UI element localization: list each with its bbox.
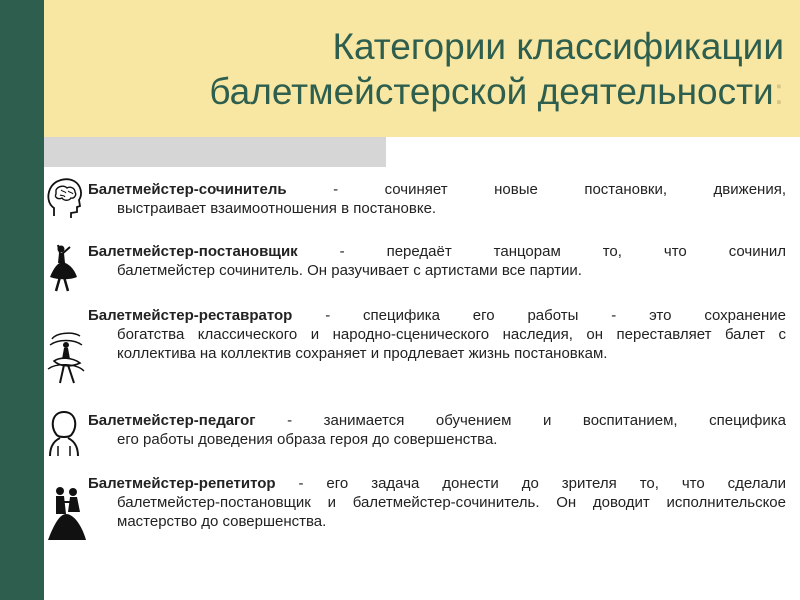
left-accent-bar (0, 0, 44, 600)
title-line-1: Категории классификации (332, 26, 784, 67)
dancing-couple-icon (46, 484, 88, 544)
list-item-restorer (88, 306, 786, 363)
title-colon: : (773, 71, 784, 112)
brain-head-icon (46, 176, 84, 222)
item-heading: Балетмейстер-сочинитель (88, 181, 287, 198)
item-first-line (88, 242, 786, 261)
grey-accent-band (44, 137, 386, 167)
item-first-line (88, 180, 786, 199)
item-continuation: его работы доведения образа героя до совершенства. (117, 431, 498, 448)
item-heading: Балетмейстер-педагог (88, 412, 256, 429)
item-continuation: балетмейстер-постановщик и балетмейстер-сочинитель. Он доводит исполнительское мастерство до совершенства. (117, 494, 786, 530)
item-first-line (88, 474, 786, 493)
list-item-composer (88, 180, 786, 218)
item-first-line (88, 411, 786, 430)
person-outline-icon (46, 408, 82, 458)
title-line-2 (209, 69, 784, 114)
title-line-2-text: балетмейстерской деятельности (209, 71, 774, 112)
ballerina-icon (46, 243, 82, 293)
list-item-teacher (88, 411, 786, 449)
list-item-rehearser (88, 474, 786, 531)
item-continuation: балетмейстер сочинитель. Он разучивает с артистами все партии. (117, 262, 582, 279)
item-first-line-text: - специфика его работы - это сохранение (292, 307, 786, 324)
item-heading: Балетмейстер-постановщик (88, 243, 298, 260)
item-continuation: выстраивает взаимоотношения в постановке. (117, 200, 437, 217)
item-heading: Балетмейстер-реставратор (88, 307, 293, 324)
item-first-line-text: - передаёт танцорам то, что сочинил (297, 243, 786, 260)
item-first-line-text: - его задача донести до зрителя то, что сделали (275, 475, 786, 492)
list-item-director (88, 242, 786, 280)
item-first-line (88, 306, 786, 325)
item-first-line-text: - сочиняет новые постановки, движения, (286, 181, 786, 198)
item-heading: Балетмейстер-репетитор (88, 475, 276, 492)
item-continuation: богатства классического и народно-сценического наследия, он переставляет балет с коллектива на коллектив сохраняет и продлевает жизнь постановкам. (117, 326, 786, 362)
spinning-dancer-icon (46, 325, 86, 387)
item-first-line-text: - занимается обучением и воспитанием, специфика (255, 412, 786, 429)
slide-title (209, 24, 784, 114)
title-band (44, 0, 800, 137)
